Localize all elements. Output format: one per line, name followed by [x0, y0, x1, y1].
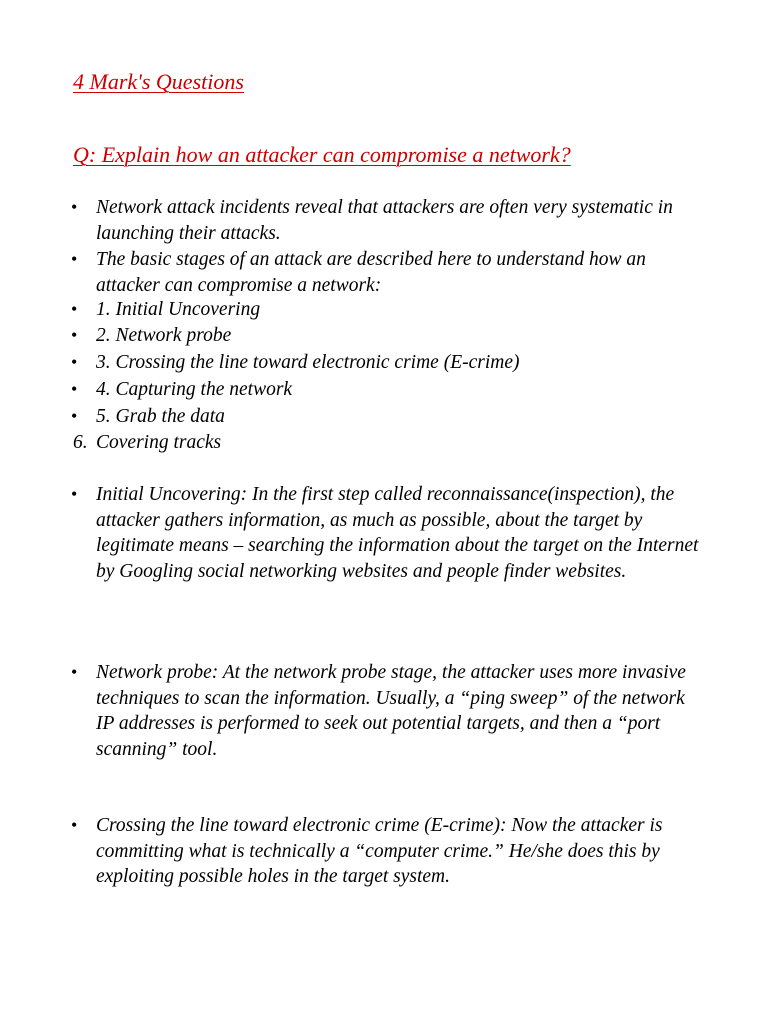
list-item: [71, 195, 706, 246]
bullet-icon: •: [71, 197, 78, 217]
list-item: [71, 350, 706, 376]
explanation-item: [71, 660, 706, 762]
explanation-text: Network probe: At the network probe stage, the attacker uses more invasive techniques to scan the information. Usually, a “ping sweep” of the network IP addresses is performed to seek out potential targets, and then a “port scanning” tool.: [96, 662, 686, 760]
list-item: [71, 404, 706, 430]
list-item-text: 4. Capturing the network: [96, 379, 293, 400]
list-item-text: Covering tracks: [96, 432, 222, 453]
question-title: Q: Explain how an attacker can compromise a network?: [73, 142, 571, 167]
bullet-icon: •: [71, 249, 78, 269]
explanation-item: [71, 813, 706, 890]
list-item-text: The basic stages of an attack are described here to understand how an attacker can compromise a network:: [96, 249, 646, 296]
list-item: [71, 377, 706, 403]
bullet-icon: •: [71, 352, 78, 372]
list-number: 6.: [73, 432, 88, 453]
explanation-item: [71, 482, 706, 584]
list-item-text: 3. Crossing the line toward electronic crime (E-crime): [96, 352, 520, 373]
bullet-icon: •: [71, 299, 78, 319]
bullet-icon: •: [71, 815, 78, 835]
list-item-text: 5. Grab the data: [96, 406, 225, 427]
list-item-text: 1. Initial Uncovering: [96, 299, 261, 320]
list-item-text: Network attack incidents reveal that attackers are often very systematic in launching their attacks.: [96, 197, 673, 244]
bullet-icon: •: [71, 484, 78, 504]
list-item: [71, 247, 706, 298]
list-item: [71, 323, 706, 349]
bullet-icon: •: [71, 379, 78, 399]
section-title: 4 Mark's Questions: [73, 69, 244, 94]
bullet-icon: •: [71, 662, 78, 682]
list-item-text: 2. Network probe: [96, 325, 232, 346]
bullet-icon: •: [71, 406, 78, 426]
list-item: [71, 297, 706, 323]
explanation-text: Initial Uncovering: In the first step called reconnaissance(inspection), the attacker gathers information, as much as possible, about the target by legitimate means – searching the information about the target on the Internet by Googling social networking websites and people finder websites.: [96, 484, 699, 582]
list-item-numbered: [73, 430, 706, 456]
bullet-icon: •: [71, 325, 78, 345]
explanation-text: Crossing the line toward electronic crime (E-crime): Now the attacker is committing what is technically a “computer crime.” He/she does this by exploiting possible holes in the target system.: [96, 815, 663, 887]
